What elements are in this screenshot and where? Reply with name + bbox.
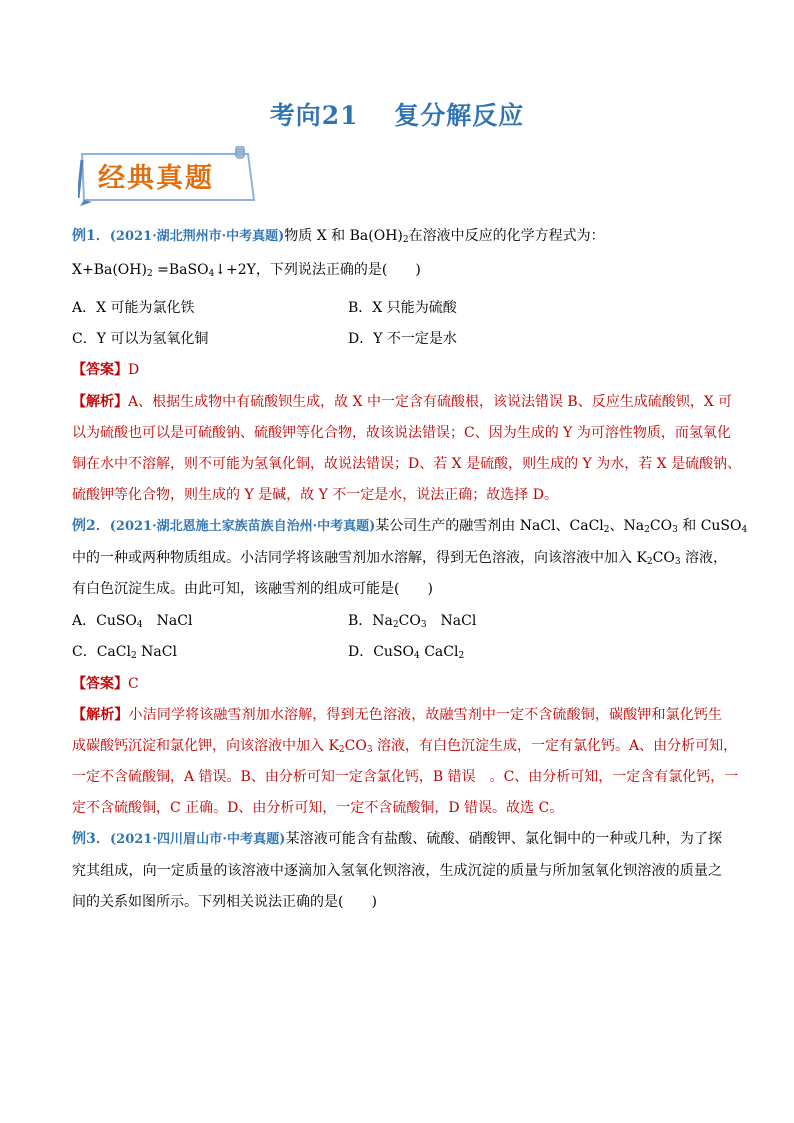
- section-banner: [78, 146, 258, 206]
- example-label: 例3．: [72, 831, 110, 847]
- example1-stem: 例1．(2021·湖北荆州市·中考真题)物质 X 和 $Ba(OH)_2$在溶液中反应的化学方程式为：: [72, 228, 605, 245]
- analysis: 【解析】A、根据生成物中有硫酸钡生成，故 X 中一定含有硫酸根，该说法错误 B、反应生成硫酸钡，X 可: [72, 394, 733, 410]
- banner-label: 经典真题: [98, 163, 214, 194]
- option-d: D．CuSO$_4$ CaCl$_2$: [348, 644, 465, 661]
- answer: 【答案】C: [72, 676, 139, 692]
- option-b: B．$Na_2CO_3$ NaCl: [348, 613, 477, 630]
- example-label: 例1．: [72, 228, 110, 244]
- answer: 【答案】D: [72, 362, 140, 378]
- example3-stem: 例3．(2021·四川眉山市·中考真题)某溶液可能含有盐酸、硫酸、硝酸钾、氯化铜中的一种或几种，为了探: [72, 831, 723, 847]
- example1-equation: $X+Ba(OH)_2$ =BaSO$_4$↓+2Y，下列说法正确的是( ): [72, 262, 421, 279]
- option-c: C．CaCl$_2$ NaCl: [72, 644, 177, 661]
- page-title: 考向21 复分解反应: [269, 101, 525, 130]
- example-source: (2021·湖北荆州市·中考真题): [109, 229, 285, 244]
- option-a: A．CuSO$_4$ NaCl: [72, 613, 193, 630]
- example2-stem: 例2．(2021·湖北恩施土家族苗族自治州·中考真题)某公司生产的融雪剂由 NaCl、CaCl$_2$、$Na_2CO_3$ 和 CuSO$_4$: [72, 518, 748, 535]
- option-b: B．X 只能为硫酸: [348, 300, 457, 316]
- option-c: C．Y 可以为氢氧化铜: [72, 331, 209, 347]
- option-d: D．Y 不一定是水: [348, 331, 457, 347]
- analysis: 【解析】小洁同学将该融雪剂加水溶解，得到无色溶液，故融雪剂中一定不含硫酸铜，碳酸钾和氯化钙生: [72, 707, 723, 723]
- example-label: 例2．: [72, 518, 110, 534]
- example-source: (2021·四川眉山市·中考真题): [110, 832, 286, 847]
- option-a: A．X 可能为氯化铁: [72, 300, 195, 316]
- example-source: (2021·湖北恩施土家族苗族自治州·中考真题): [109, 519, 376, 534]
